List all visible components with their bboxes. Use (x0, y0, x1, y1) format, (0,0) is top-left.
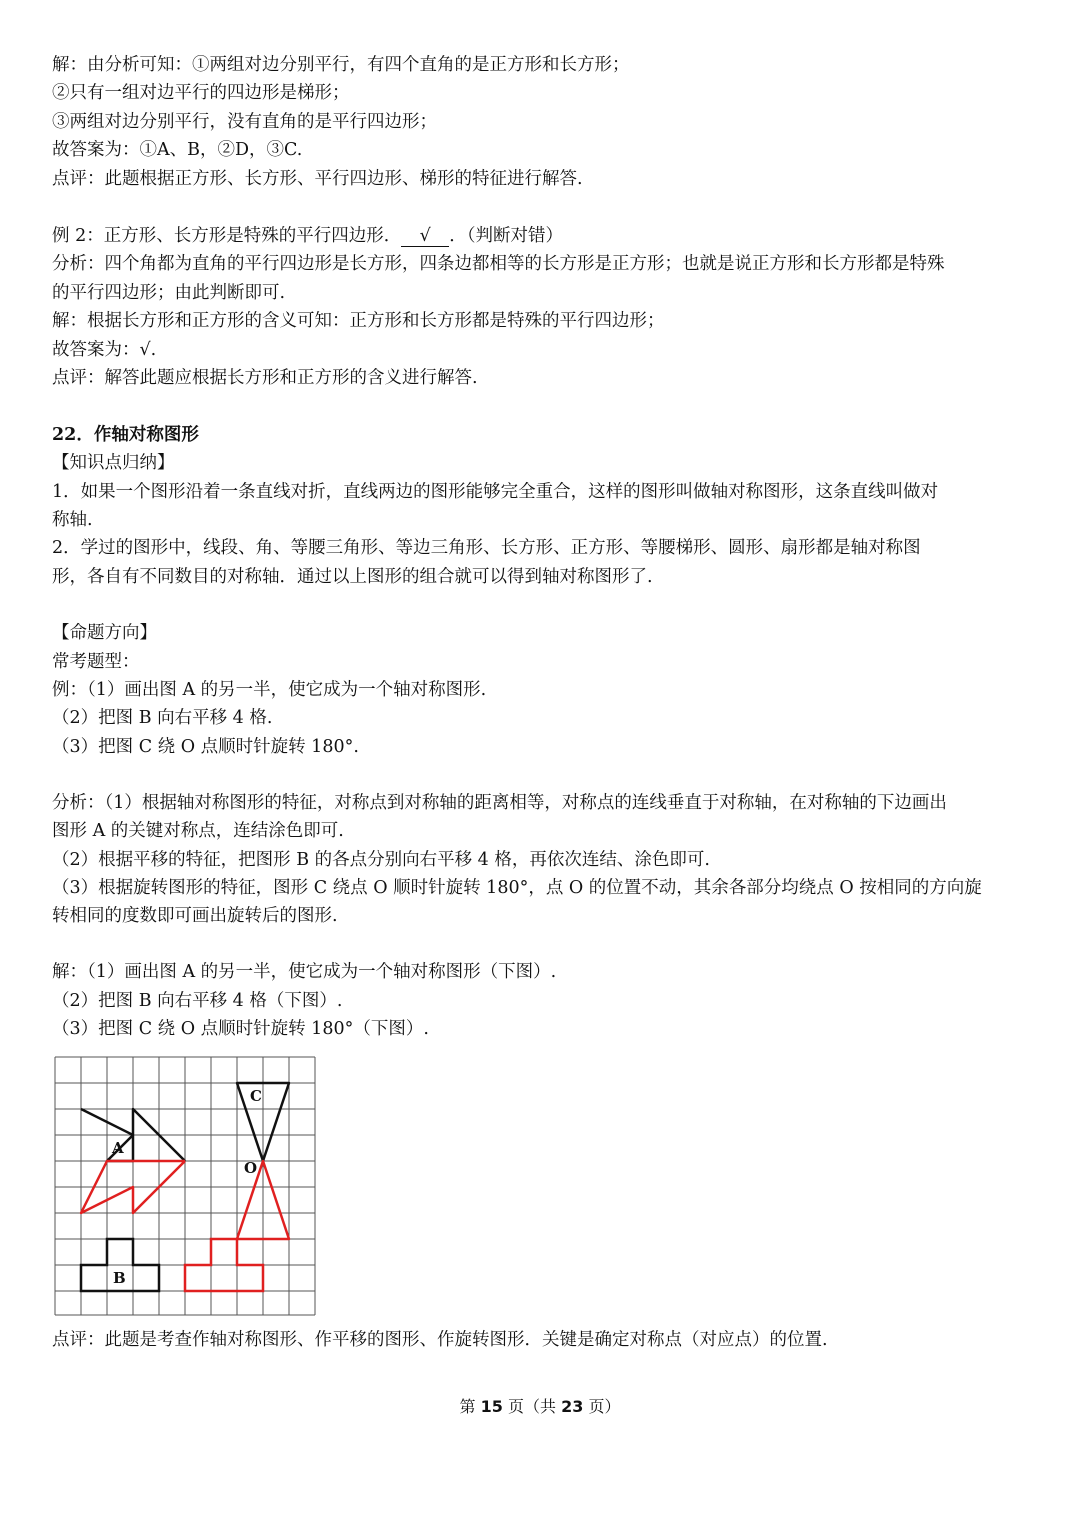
line-19: 例：（1）画出图 A 的另一半，使它成为一个轴对称图形. (52, 680, 487, 700)
line-14: 称轴. (52, 510, 93, 530)
line-29: （3）把图 C 绕 O 点顺时针旋转 180°（下图）. (52, 1019, 429, 1039)
line-3: ③两组对边分别平行，没有直角的是平行四边形； (52, 112, 437, 132)
line-2: ②只有一组对边平行的四边形是梯形； (52, 83, 350, 103)
example-2-question (52, 224, 563, 248)
page-footer (0, 1396, 1080, 1418)
footer-post: 页） (588, 1397, 621, 1416)
line-8: 解：根据长方形和正方形的含义可知：正方形和长方形都是特殊的平行四边形； (52, 311, 665, 331)
line-6: 分析：四个角都为直角的平行四边形是长方形，四条边都相等的长方形是正方形；也就是说正方形和长方形都是特殊 (52, 254, 945, 274)
line-27: 解：（1）画出图 A 的另一半，使它成为一个轴对称图形（下图）. (52, 962, 557, 982)
line-17: 【命题方向】 (52, 623, 157, 643)
line-21: （3）把图 C 绕 O 点顺时针旋转 180°. (52, 737, 359, 757)
line-30: 点评：此题是考查作轴对称图形、作平移的图形、作旋转图形．关键是确定对称点（对应点）的位置. (52, 1330, 828, 1350)
grid-figure (54, 1056, 316, 1316)
line-20: （2）把图 B 向右平移 4 格. (52, 708, 273, 728)
label-c: C (250, 1087, 262, 1105)
line-4: 故答案为：①A、B，②D，③C. (52, 140, 303, 160)
line-13: 1．如果一个图形沿着一条直线对折，直线两边的图形能够完全重合，这样的图形叫做轴对称图形，这条直线叫做对 (52, 482, 939, 502)
line-16: 形，各自有不同数目的对称轴．通过以上图形的组合就可以得到轴对称图形了. (52, 567, 653, 587)
line-22: 分析：（1）根据轴对称图形的特征，对称点到对称轴的距离相等，对称点的连线垂直于对称轴，在对称轴的下边画出 (52, 793, 947, 813)
line-9: 故答案为：√. (52, 340, 157, 360)
line-28: （2）把图 B 向右平移 4 格（下图）. (52, 991, 343, 1011)
line-26: 转相同的度数即可画出旋转后的图形. (52, 906, 338, 926)
example-2-suffix: ．（判断对错） (449, 226, 563, 246)
label-b: B (113, 1269, 126, 1287)
footer-pre: 第 (459, 1397, 476, 1416)
section-heading: 22．作轴对称图形 (52, 425, 199, 445)
line-23: 图形 A 的关键对称点，连结涂色即可. (52, 821, 344, 841)
line-15: 2．学过的图形中，线段、角、等腰三角形、等边三角形、长方形、正方形、等腰梯形、圆形、扇形都是轴对称图 (52, 538, 921, 558)
line-18: 常考题型： (52, 652, 140, 672)
line-1: 解：由分析可知：①两组对边分别平行，有四个直角的是正方形和长方形； (52, 55, 630, 75)
line-25: （3）根据旋转图形的特征，图形 C 绕点 O 顺时针旋转 180°，点 O 的位置不动，其余各部分均绕点 O 按相同的方向旋 (52, 878, 982, 898)
footer-total-pages: 23 (561, 1397, 584, 1416)
line-5: 点评：此题根据正方形、长方形、平行四边形、梯形的特征进行解答. (52, 169, 583, 189)
label-a: A (112, 1139, 124, 1157)
example-2-prefix: 例 2：正方形、长方形是特殊的平行四边形． (52, 226, 402, 246)
line-12: 【知识点归纳】 (52, 453, 175, 473)
line-10: 点评：解答此题应根据长方形和正方形的含义进行解答. (52, 368, 478, 388)
line-24: （2）根据平移的特征，把图形 B 的各点分别向右平移 4 格，再依次连结、涂色即可. (52, 850, 710, 870)
label-o: O (244, 1159, 258, 1177)
example-2-answer-blank: √ (401, 226, 449, 247)
footer-mid: 页（共 (507, 1397, 556, 1416)
footer-page-number: 15 (480, 1397, 503, 1416)
line-7: 的平行四边形；由此判断即可. (52, 283, 286, 303)
